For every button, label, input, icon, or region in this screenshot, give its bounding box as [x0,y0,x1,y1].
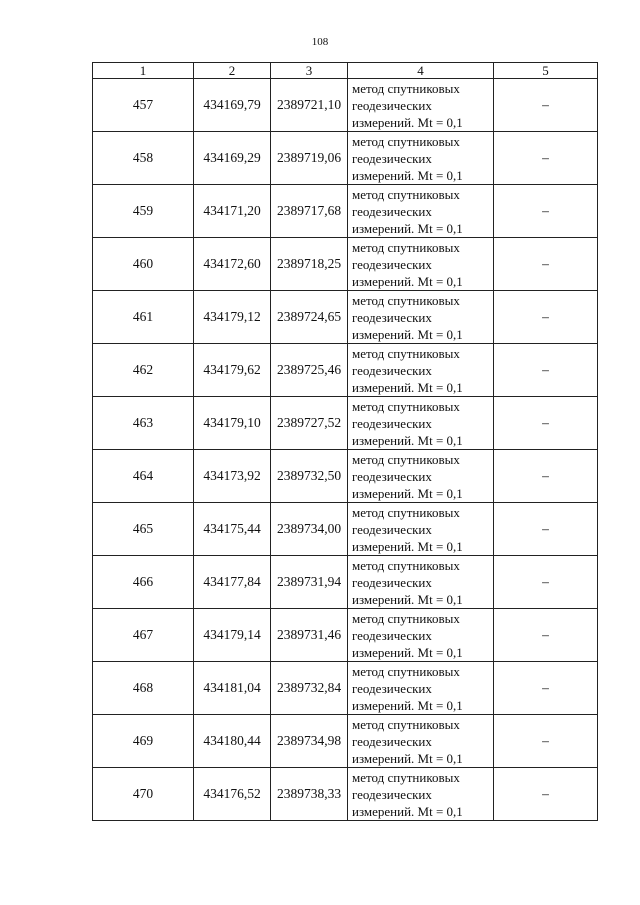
method-line: измерений. Mt = 0,1 [352,538,463,554]
method-line: метод спутниковых [352,133,460,149]
x-coordinate-cell: 434176,52 [194,768,271,821]
method-line: метод спутниковых [352,610,460,626]
point-number-cell: 464 [93,450,194,503]
method-line: геодезических [352,415,432,431]
table-row [93,768,598,821]
table-body [93,79,598,821]
y-coordinate-cell: 2389727,52 [271,397,348,450]
method-line: метод спутниковых [352,557,460,573]
table-header [93,63,598,79]
x-coordinate-cell: 434175,44 [194,503,271,556]
method-line: геодезических [352,203,432,219]
x-coordinate-cell: 434172,60 [194,238,271,291]
method-line: метод спутниковых [352,504,460,520]
method-cell [348,397,494,450]
table-row [93,609,598,662]
x-coordinate-cell: 434179,62 [194,344,271,397]
method-line: измерений. Mt = 0,1 [352,591,463,607]
point-number-cell: 470 [93,768,194,821]
x-coordinate-cell: 434179,12 [194,291,271,344]
method-line: геодезических [352,680,432,696]
coordinates-table [92,62,598,821]
note-cell: – [494,662,598,715]
method-cell [348,609,494,662]
table-row [93,238,598,291]
y-coordinate-cell: 2389732,50 [271,450,348,503]
note-cell: – [494,556,598,609]
method-line: метод спутниковых [352,239,460,255]
method-cell [348,238,494,291]
point-number-cell: 466 [93,556,194,609]
x-coordinate-cell: 434173,92 [194,450,271,503]
note-cell: – [494,291,598,344]
point-number-cell: 467 [93,609,194,662]
method-cell [348,185,494,238]
method-line: измерений. Mt = 0,1 [352,485,463,501]
method-line: метод спутниковых [352,345,460,361]
page-number: 108 [311,36,329,48]
x-coordinate-cell: 434177,84 [194,556,271,609]
table-row [93,503,598,556]
table-row [93,344,598,397]
method-line: геодезических [352,733,432,749]
method-cell [348,503,494,556]
point-number-cell: 459 [93,185,194,238]
column-header: 4 [348,63,494,79]
table-row [93,450,598,503]
method-line: измерений. Mt = 0,1 [352,432,463,448]
point-number-cell: 468 [93,662,194,715]
y-coordinate-cell: 2389734,98 [271,715,348,768]
method-line: геодезических [352,627,432,643]
method-line: измерений. Mt = 0,1 [352,167,463,183]
method-line: метод спутниковых [352,663,460,679]
point-number-cell: 463 [93,397,194,450]
method-line: измерений. Mt = 0,1 [352,750,463,766]
method-line: измерений. Mt = 0,1 [352,220,463,236]
method-line: измерений. Mt = 0,1 [352,644,463,660]
method-line: измерений. Mt = 0,1 [352,114,463,130]
method-cell [348,715,494,768]
point-number-cell: 465 [93,503,194,556]
note-cell: – [494,503,598,556]
table-row [93,79,598,132]
note-cell: – [494,397,598,450]
y-coordinate-cell: 2389724,65 [271,291,348,344]
point-number-cell: 460 [93,238,194,291]
x-coordinate-cell: 434179,14 [194,609,271,662]
method-cell [348,344,494,397]
header-row [93,63,598,79]
x-coordinate-cell: 434169,29 [194,132,271,185]
point-number-cell: 469 [93,715,194,768]
note-cell: – [494,450,598,503]
x-coordinate-cell: 434180,44 [194,715,271,768]
table-row [93,132,598,185]
table-row [93,291,598,344]
method-line: метод спутниковых [352,292,460,308]
method-line: геодезических [352,150,432,166]
method-line: метод спутниковых [352,398,460,414]
column-header: 3 [271,63,348,79]
method-line: измерений. Mt = 0,1 [352,326,463,342]
table-row [93,556,598,609]
table-row [93,662,598,715]
y-coordinate-cell: 2389718,25 [271,238,348,291]
method-line: геодезических [352,521,432,537]
table-row [93,185,598,238]
method-line: геодезических [352,574,432,590]
method-cell [348,132,494,185]
y-coordinate-cell: 2389717,68 [271,185,348,238]
y-coordinate-cell: 2389721,10 [271,79,348,132]
method-cell [348,450,494,503]
method-cell [348,662,494,715]
column-header: 2 [194,63,271,79]
table-row [93,715,598,768]
note-cell: – [494,768,598,821]
method-line: измерений. Mt = 0,1 [352,803,463,819]
y-coordinate-cell: 2389732,84 [271,662,348,715]
method-cell [348,291,494,344]
column-header: 5 [494,63,598,79]
y-coordinate-cell: 2389719,06 [271,132,348,185]
x-coordinate-cell: 434169,79 [194,79,271,132]
method-line: метод спутниковых [352,716,460,732]
note-cell: – [494,344,598,397]
note-cell: – [494,132,598,185]
method-line: геодезических [352,468,432,484]
method-line: геодезических [352,97,432,113]
method-line: измерений. Mt = 0,1 [352,697,463,713]
y-coordinate-cell: 2389725,46 [271,344,348,397]
y-coordinate-cell: 2389731,94 [271,556,348,609]
method-line: геодезических [352,256,432,272]
method-line: метод спутниковых [352,80,460,96]
method-line: измерений. Mt = 0,1 [352,273,463,289]
y-coordinate-cell: 2389738,33 [271,768,348,821]
method-cell [348,768,494,821]
method-line: геодезических [352,309,432,325]
note-cell: – [494,185,598,238]
method-cell [348,79,494,132]
method-line: метод спутниковых [352,451,460,467]
point-number-cell: 457 [93,79,194,132]
method-line: геодезических [352,362,432,378]
point-number-cell: 458 [93,132,194,185]
y-coordinate-cell: 2389731,46 [271,609,348,662]
method-line: метод спутниковых [352,186,460,202]
method-cell [348,556,494,609]
note-cell: – [494,609,598,662]
x-coordinate-cell: 434181,04 [194,662,271,715]
point-number-cell: 461 [93,291,194,344]
note-cell: – [494,238,598,291]
x-coordinate-cell: 434171,20 [194,185,271,238]
note-cell: – [494,715,598,768]
method-line: метод спутниковых [352,769,460,785]
x-coordinate-cell: 434179,10 [194,397,271,450]
y-coordinate-cell: 2389734,00 [271,503,348,556]
point-number-cell: 462 [93,344,194,397]
method-line: измерений. Mt = 0,1 [352,379,463,395]
table-row [93,397,598,450]
note-cell: – [494,79,598,132]
column-header: 1 [93,63,194,79]
method-line: геодезических [352,786,432,802]
